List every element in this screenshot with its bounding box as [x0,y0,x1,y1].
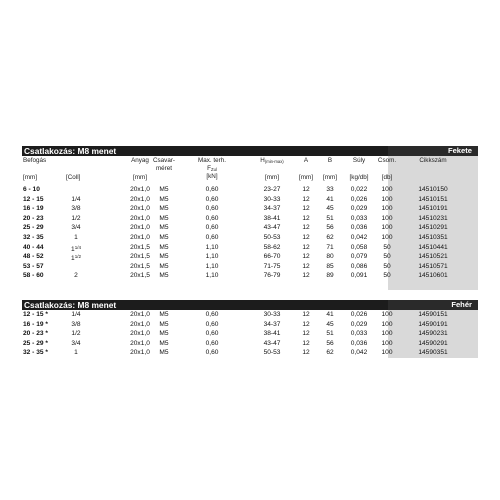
cell-suly: 0,029 [350,205,368,213]
cell-csavar: M5 [159,205,169,213]
cell-b: 51 [326,214,334,222]
cell-max: 0,60 [205,349,219,357]
cell-anyag: 20x1,0 [130,339,150,347]
cell-h: 23-27 [263,186,281,193]
cell-range: 16 - 19 * [23,320,48,328]
cell-range: 48 - 52 [23,253,44,261]
cell-anyag: 20x1,5 [130,262,150,270]
table-row [22,196,478,205]
cell-anyag: 20x1,0 [130,195,150,203]
cell-csavar: M5 [159,339,169,347]
cell-h: 58-62 [263,243,281,251]
cell-max: 0,60 [205,320,219,328]
cell-h: 76-79 [263,272,281,280]
table-row [22,186,478,195]
cell-suly: 0,022 [350,186,368,193]
cell-b: 33 [326,186,334,193]
color-label: Fekete [388,146,478,156]
cell-coll: 1/2 [71,330,81,338]
cell-csom: 100 [381,330,393,338]
table-row [22,340,478,349]
cell-anyag: 20x1,0 [130,320,150,328]
cell-csom: 100 [381,349,393,357]
cell-suly: 0,036 [350,339,368,347]
cell-csavar: M5 [159,243,169,251]
unit-a: [mm] [299,174,313,181]
table-row [22,205,478,214]
cell-csavar: M5 [159,234,169,241]
cell-csom: 100 [381,234,393,241]
cell-h: 50-53 [263,349,281,357]
cell-cikk: 14510521 [418,253,448,261]
cell-max: 0,60 [205,195,219,203]
cell-csom: 100 [381,320,393,328]
cell-csom: 50 [383,262,391,270]
unit-befogas: [mm] [23,174,37,181]
cell-coll-fraction: 1/2 [74,254,81,260]
cell-csom: 100 [381,195,393,203]
cell-b: 89 [326,272,334,280]
cell-csavar: M5 [159,214,169,222]
cell-h: 38-41 [263,214,281,222]
header-csavar-line2: méret [155,164,173,172]
cell-csavar: M5 [159,195,169,203]
cell-suly: 0,036 [350,224,368,232]
header-max-line2 [190,165,234,174]
table-row [22,253,478,262]
cell-cikk: 14510151 [418,195,448,203]
cell-range: 6 - 10 [23,186,40,193]
cell-csavar: M5 [159,262,169,270]
cell-cikk: 14510150 [418,186,448,193]
cell-suly: 0,079 [350,253,368,261]
cell-coll: 3/8 [71,320,81,328]
cell-a: 12 [302,349,310,357]
cell-coll: 3/4 [71,339,81,347]
cell-a: 12 [302,214,310,222]
cell-anyag: 20x1,0 [130,205,150,213]
cell-b: 62 [326,349,334,357]
cell-anyag: 20x1,0 [130,186,150,193]
cell-csom: 100 [381,339,393,347]
header-h [248,157,296,166]
cell-b: 71 [326,243,334,251]
cell-max: 0,60 [205,186,219,193]
cell-b: 62 [326,234,334,241]
cell-coll: 1/2 [71,214,81,222]
header-cikkszam: Cikkszám [419,157,447,164]
cell-b: 51 [326,330,334,338]
cell-range: 32 - 35 * [23,349,48,357]
unit-coll: [Coll] [66,174,81,181]
cell-suly: 0,033 [350,214,368,222]
unit-suly: [kg/db] [349,174,369,181]
cell-csom: 100 [381,186,393,193]
table-row [22,272,478,281]
cell-anyag: 20x1,0 [130,311,150,318]
unit-anyag: [mm] [133,174,147,181]
cell-csavar: M5 [159,186,169,193]
table-row [22,311,478,320]
cell-coll: 1/4 [71,195,81,203]
cell-csom: 50 [383,272,391,280]
cell-max: 0,60 [205,205,219,213]
cell-max: 0,60 [205,311,219,318]
cell-max: 1,10 [205,272,219,280]
cell-cikk: 14590191 [418,320,448,328]
cell-suly: 0,042 [350,234,368,241]
cell-max: 0,60 [205,224,219,232]
cell-cikk: 14590231 [418,330,448,338]
cell-range: 32 - 35 [23,234,44,241]
cell-range: 25 - 29 [23,224,44,232]
cell-anyag: 20x1,0 [130,224,150,232]
table-row [22,244,478,253]
cell-a: 12 [302,224,310,232]
table-row [22,321,478,330]
cell-csom: 100 [381,311,393,318]
cell-suly: 0,042 [350,349,368,357]
cell-h: 43-47 [263,224,281,232]
cell-csavar: M5 [159,253,169,261]
cell-a: 12 [302,320,310,328]
cell-cikk: 14590151 [418,311,448,318]
table-row [22,215,478,224]
cell-cikk: 14510191 [418,205,448,213]
cell-coll: 1 [74,234,78,241]
cell-h: 71-75 [263,262,281,270]
cell-cikk: 14590351 [418,349,448,357]
cell-range: 12 - 15 [23,195,44,203]
cell-range: 20 - 23 [23,214,44,222]
cell-suly: 0,029 [350,320,368,328]
cell-b: 45 [326,320,334,328]
unit-csom: [db] [381,174,393,181]
cell-coll-fraction: 1/4 [74,244,81,250]
cell-h: 30-33 [263,195,281,203]
cell-a: 12 [302,243,310,251]
header-h-sub: (min-max) [264,159,284,164]
cell-anyag: 20x1,5 [130,243,150,251]
header-max-sub: Zul [211,166,217,172]
cell-csom: 50 [383,243,391,251]
table-feher [22,300,478,358]
unit-h: [mm] [265,174,279,181]
header-csom: Csom. [377,157,397,164]
header-befogas: Befogás [23,157,47,164]
cell-anyag: 20x1,0 [130,349,150,357]
header-anyag: Anyag [131,157,149,164]
cell-range: 25 - 29 * [23,339,48,347]
header-max-line1: Max. terh. [198,157,226,164]
color-label: Fehér [388,300,478,310]
cell-csavar: M5 [159,330,169,338]
cell-suly: 0,033 [350,330,368,338]
cell-suly: 0,086 [350,262,368,270]
cell-cikk: 14510571 [418,262,448,270]
cell-csavar: M5 [159,224,169,232]
header-a: A [303,157,309,164]
cell-b: 56 [326,224,334,232]
cell-cikk: 14510441 [418,243,448,251]
header-max [190,157,234,181]
cell-range: 16 - 19 [23,205,44,213]
cell-max: 1,10 [205,243,219,251]
cell-a: 12 [302,195,310,203]
cell-a: 12 [302,272,310,280]
table-title-bar [22,146,478,156]
cell-anyag: 20x1,0 [130,214,150,222]
cell-a: 12 [302,234,310,241]
cell-max: 1,10 [205,262,219,270]
cell-b: 41 [326,311,334,318]
cell-csom: 100 [381,224,393,232]
header-max-f: F [207,164,212,172]
cell-a: 12 [302,339,310,347]
cell-range: 53 - 57 [23,262,44,270]
cell-cikk: 14510291 [418,224,448,232]
cell-h: 66-70 [263,253,281,261]
cell-b: 56 [326,339,334,347]
cell-h: 50-53 [263,234,281,241]
cell-cikk: 14510351 [418,234,448,241]
cell-range: 40 - 44 [23,243,44,251]
table-row [22,263,478,272]
cell-coll: 1/4 [71,311,81,318]
cell-coll: 2 [74,272,78,280]
cell-max: 1,10 [205,253,219,261]
cell-range: 58 - 60 [23,272,44,280]
cell-h: 34-37 [263,320,281,328]
cell-coll: 3/4 [71,224,81,232]
header-suly: Súly [352,157,366,164]
cell-coll: $1^{1/2}$ [71,254,81,263]
cell-csom: 100 [381,214,393,222]
cell-a: 12 [302,330,310,338]
cell-h: 30-33 [263,311,281,318]
cell-suly: 0,058 [350,243,368,251]
cell-cikk: 14510601 [418,272,448,280]
header-csavar-line1: Csavar- [152,157,176,164]
cell-max: 0,60 [205,234,219,241]
cell-range: 12 - 15 * [23,311,48,318]
cell-max: 0,60 [205,330,219,338]
cell-b: 85 [326,262,334,270]
cell-anyag: 20x1,0 [130,234,150,241]
cell-csavar: M5 [159,320,169,328]
cell-h: 43-47 [263,339,281,347]
cell-a: 12 [302,205,310,213]
cell-max: 0,60 [205,339,219,347]
table-row [22,349,478,358]
table-title: Csatlakozás: M8 menet [24,300,117,310]
cell-csom: 50 [383,253,391,261]
cell-a: 12 [302,262,310,270]
cell-csom: 100 [381,205,393,213]
table-row [22,234,478,243]
cell-csavar: M5 [159,311,169,318]
cell-coll: 3/8 [71,205,81,213]
table-row [22,224,478,233]
cell-a: 12 [302,186,310,193]
cell-csavar: M5 [159,349,169,357]
table-title: Csatlakozás: M8 menet [24,146,117,156]
cell-suly: 0,091 [350,272,368,280]
cell-a: 12 [302,311,310,318]
cell-max: 0,60 [205,214,219,222]
cell-b: 80 [326,253,334,261]
cell-anyag: 20x1,0 [130,330,150,338]
cell-h: 34-37 [263,205,281,213]
unit-b: [mm] [323,174,337,181]
cell-suly: 0,026 [350,195,368,203]
header-b: B [327,157,333,164]
cell-cikk: 14510231 [418,214,448,222]
cell-h: 38-41 [263,330,281,338]
cell-suly: 0,026 [350,311,368,318]
header-h-letter: H [260,157,265,164]
cell-b: 45 [326,205,334,213]
cell-csavar: M5 [159,272,169,280]
header-max-unit: [kN] [206,173,218,180]
table-title-bar [22,300,478,310]
cell-anyag: 20x1,5 [130,272,150,280]
cell-a: 12 [302,253,310,261]
table-fekete [22,146,478,290]
table-row [22,330,478,339]
cell-coll: 1 [74,349,78,357]
cell-anyag: 20x1,5 [130,253,150,261]
cell-range: 20 - 23 * [23,330,48,338]
cell-cikk: 14590291 [418,339,448,347]
header-csavar [144,157,184,172]
cell-coll: $1^{1/4}$ [71,244,81,253]
cell-b: 41 [326,195,334,203]
